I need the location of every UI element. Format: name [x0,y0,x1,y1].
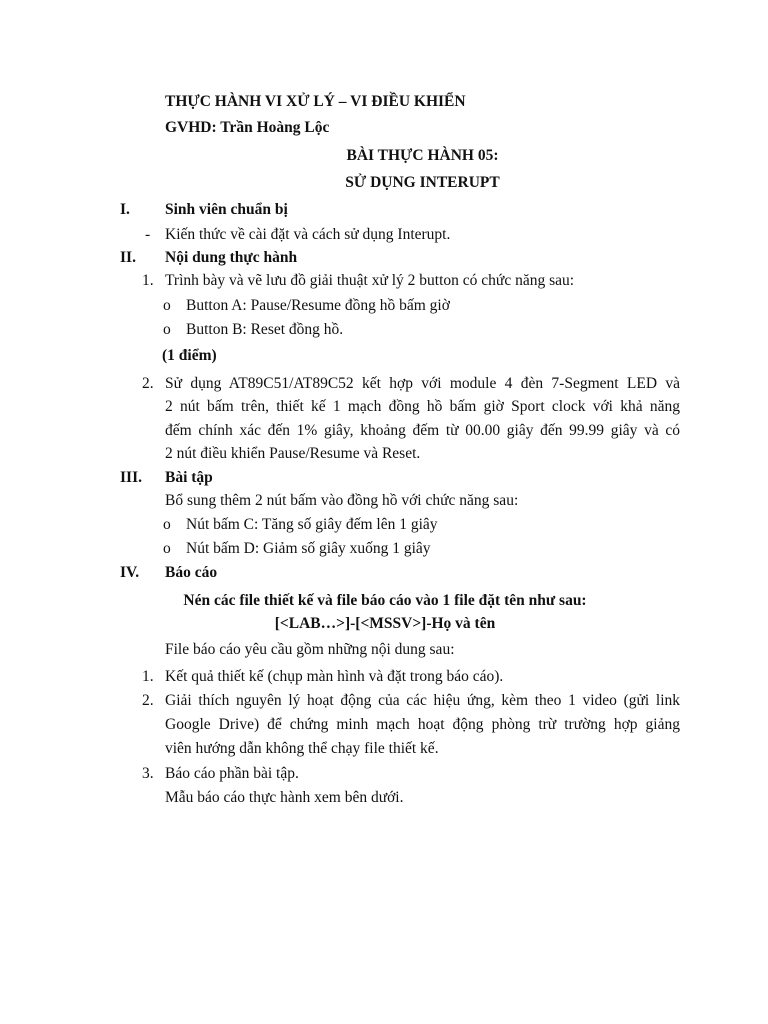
bullet-marker: o [163,540,171,557]
section-1-numeral: I. [120,201,130,218]
section-2-item-2-line-2: 2 nút bấm trên, thiết kế 1 mạch đồng hồ bấm giờ Sport clock với khả năng [165,398,680,415]
section-4-item-1-marker: 1. [142,668,154,685]
points-label: (1 điểm) [162,347,217,364]
section-4-intro: File báo cáo yêu cầu gồm những nội dung sau: [165,641,455,658]
section-2-item-2-line-4: 2 nút điều khiển Pause/Resume và Reset. [165,445,421,462]
section-4-item-2-line-3: viên hướng dẫn không thể chạy file thiết kế. [165,740,439,757]
section-2-title: Nội dung thực hành [165,249,298,266]
section-1-title: Sinh viên chuẩn bị [165,201,288,218]
bullet-marker: o [163,516,171,533]
section-2-item-1-marker: 1. [142,272,154,289]
section-2-item-2-line-1: Sử dụng AT89C51/AT89C52 kết hợp với module 4 đèn 7-Segment LED và [165,375,680,392]
bullet-button-a: Button A: Pause/Resume đồng hồ bấm giờ [186,297,450,314]
section-2-item-2-line-3: đếm chính xác đến 1% giây, khoảng đếm từ 00.00 giây đến 99.99 giây và có [165,422,680,439]
section-4-item-3-marker: 3. [142,765,154,782]
section-2-numeral: II. [120,249,136,266]
bullet-button-b: Button B: Reset đồng hồ. [186,321,344,338]
section-4-item-3-text: Báo cáo phần bài tập. [165,765,299,782]
lab-topic: SỬ DỤNG INTERUPT [345,174,500,191]
bullet-marker: o [163,297,171,314]
section-1-item-marker: - [145,226,151,243]
filename-format: [<LAB…>]-[<MSSV>]-Họ và tên [274,615,496,632]
section-2-item-1-text: Trình bày và vẽ lưu đồ giải thuật xử lý 2 button có chức năng sau: [165,272,575,289]
bullet-marker: o [163,321,171,338]
section-3-intro: Bổ sung thêm 2 nút bấm vào đồng hồ với chức năng sau: [165,492,519,509]
section-4-numeral: IV. [120,564,140,581]
section-4-item-2-line-1: Giải thích nguyên lý hoạt động của các hiệu ứng, kèm theo 1 video (gửi link [165,692,680,709]
section-4-item-2-marker: 2. [142,692,154,709]
bullet-button-d: Nút bấm D: Giảm số giây xuống 1 giây [186,540,431,557]
report-template-note: Mẫu báo cáo thực hành xem bên dưới. [165,789,404,806]
compress-instruction: Nén các file thiết kế và file báo cáo vào 1 file đặt tên như sau: [183,592,587,609]
course-title: THỰC HÀNH VI XỬ LÝ – VI ĐIỀU KHIỂN [165,93,466,110]
lab-number: BÀI THỰC HÀNH 05: [346,147,499,164]
section-2-item-2-marker: 2. [142,375,154,392]
bullet-button-c: Nút bấm C: Tăng số giây đếm lên 1 giây [186,516,438,533]
section-3-numeral: III. [120,469,142,486]
section-1-item-text: Kiến thức về cài đặt và cách sử dụng Interupt. [165,226,451,243]
instructor-name: GVHD: Trần Hoàng Lộc [165,119,330,136]
section-4-title: Báo cáo [165,564,218,581]
section-4-item-1-text: Kết quả thiết kế (chụp màn hình và đặt trong báo cáo). [165,668,504,685]
section-4-item-2-line-2: Google Drive) để chứng minh mạch hoạt động phòng trừ trường hợp giảng [165,716,680,733]
section-3-title: Bài tập [165,469,213,486]
